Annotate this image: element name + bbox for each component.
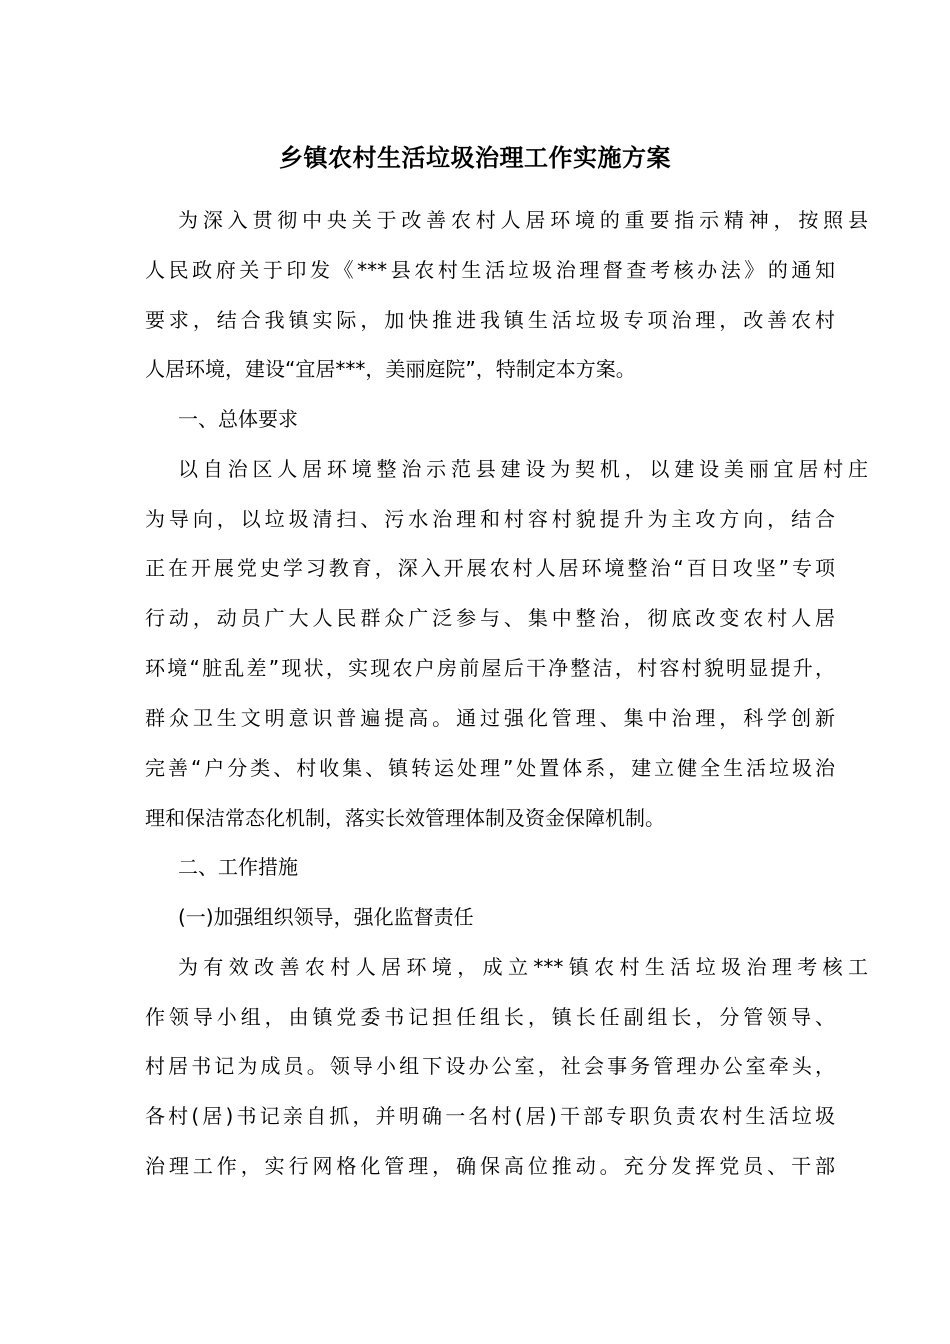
paragraph-line: 环境“脏乱差”现状，实现农户房前屋后干净整洁，村容村貌明显提升， xyxy=(145,656,835,680)
paragraph-line: 为深入贯彻中央关于改善农村人居环境的重要指示精神，按照县 xyxy=(178,208,868,232)
paragraph-line: 完善“户分类、村收集、镇转运处理”处置体系，建立健全生活垃圾治 xyxy=(145,756,835,780)
paragraph-line: 以自治区人居环境整治示范县建设为契机，以建设美丽宜居村庄 xyxy=(178,457,868,481)
paragraph-line: 群众卫生文明意识普遍提高。通过强化管理、集中治理，科学创新 xyxy=(145,706,835,730)
paragraph-line: 村居书记为成员。领导小组下设办公室，社会事务管理办公室牵头， xyxy=(145,1054,835,1078)
section-heading: 一、总体要求 xyxy=(178,407,298,431)
paragraph-line: 理和保洁常态化机制，落实长效管理体制及资金保障机制。 xyxy=(145,806,665,830)
paragraph-line: 作领导小组，由镇党委书记担任组长，镇长任副组长，分管领导、 xyxy=(145,1005,835,1029)
paragraph-line: 为有效改善农村人居环境，成立***镇农村生活垃圾治理考核工 xyxy=(178,955,868,979)
paragraph-line: 各村(居)书记亲自抓，并明确一名村(居)干部专职负责农村生活垃圾 xyxy=(145,1104,835,1128)
paragraph-line: 要求，结合我镇实际，加快推进我镇生活垃圾专项治理，改善农村 xyxy=(145,308,835,332)
subsection-heading: (一)加强组织领导，强化监督责任 xyxy=(178,905,474,929)
section-heading: 二、工作措施 xyxy=(178,855,298,879)
paragraph-line: 行动，动员广大人民群众广泛参与、集中整治，彻底改变农村人居 xyxy=(145,606,835,630)
paragraph-line: 为导向，以垃圾清扫、污水治理和村容村貌提升为主攻方向，结合 xyxy=(145,507,835,531)
paragraph-line: 人居环境，建设“宜居***，美丽庭院”，特制定本方案。 xyxy=(145,357,636,381)
paragraph-line: 治理工作，实行网格化管理，确保高位推动。充分发挥党员、干部 xyxy=(145,1154,835,1178)
paragraph-line: 正在开展党史学习教育，深入开展农村人居环境整治“百日攻坚”专项 xyxy=(145,556,835,580)
paragraph-line: 人民政府关于印发《***县农村生活垃圾治理督查考核办法》的通知 xyxy=(145,258,835,282)
document-title: 乡镇农村生活垃圾治理工作实施方案 xyxy=(279,144,671,172)
